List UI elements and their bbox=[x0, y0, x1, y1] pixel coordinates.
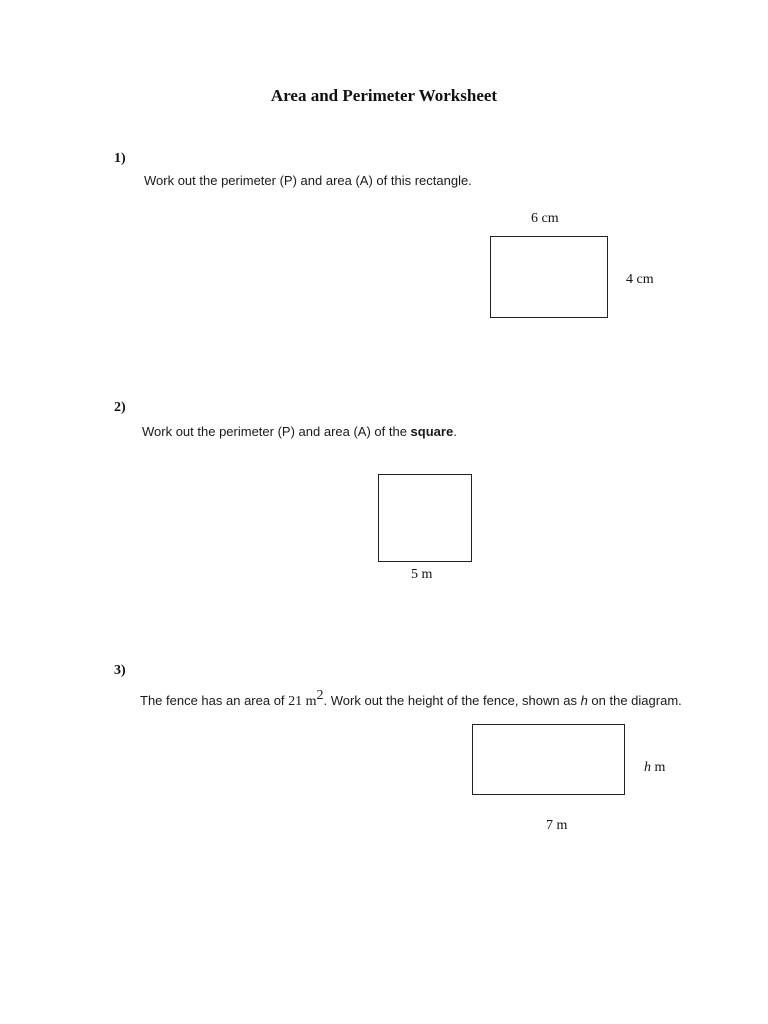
question-3-instruction-var: h bbox=[580, 693, 588, 708]
question-3-height-unit: m bbox=[651, 760, 666, 775]
question-3-height-label bbox=[644, 760, 665, 776]
question-3-instruction-text: The fence has an area of bbox=[140, 693, 289, 708]
question-2-side-label: 5 m bbox=[411, 567, 433, 582]
question-2-square bbox=[378, 474, 472, 562]
question-3-instruction-middle: . Work out the height of the fence, shown as bbox=[323, 693, 581, 708]
worksheet-title: Area and Perimeter Worksheet bbox=[270, 86, 498, 105]
question-1-height-label: 4 cm bbox=[626, 272, 654, 287]
question-2-instruction-text: Work out the perimeter (P) and area (A) of the bbox=[142, 424, 411, 439]
question-3-instruction bbox=[140, 688, 682, 710]
question-3-area-value: 21 m bbox=[288, 694, 317, 709]
question-3-rectangle bbox=[472, 724, 625, 795]
question-3-width-label: 7 m bbox=[546, 818, 568, 833]
question-2-number: 2) bbox=[114, 400, 126, 415]
question-3-area-exponent: 2 bbox=[316, 688, 324, 703]
question-2-instruction bbox=[142, 424, 457, 439]
question-1-width-label: 6 cm bbox=[531, 211, 559, 226]
question-3-instruction-end: on the diagram. bbox=[587, 693, 682, 708]
question-1-rectangle bbox=[490, 236, 608, 318]
question-2-instruction-bold: square bbox=[410, 424, 454, 439]
question-2-instruction-end: . bbox=[453, 424, 457, 439]
question-1-number: 1) bbox=[114, 151, 126, 166]
question-3-height-var: h bbox=[644, 760, 651, 775]
question-1-instruction: Work out the perimeter (P) and area (A) of this rectangle. bbox=[144, 173, 472, 188]
question-3-number: 3) bbox=[114, 663, 126, 678]
